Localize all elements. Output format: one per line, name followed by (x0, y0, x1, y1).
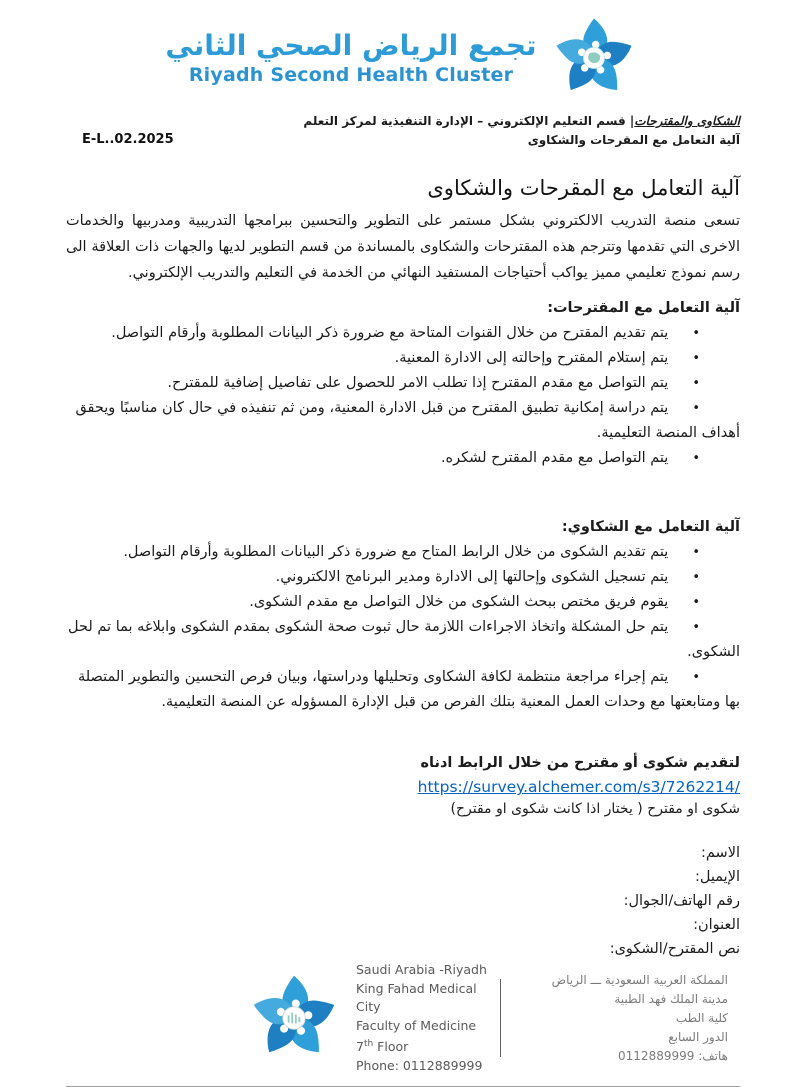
suggestions-heading: آلية التعامل مع المقترحات: (547, 300, 740, 317)
footer-ar-line: كلية الطب (675, 1010, 728, 1025)
list-item: • يتم تسجيل الشكوى وإحالتها إلى الادارة ومدير البرنامج الالكتروني. (66, 565, 740, 590)
footer-address-en (356, 961, 498, 1075)
footer-ar-phone: هاتف: 0112889999 (618, 1048, 728, 1063)
org-name-block (165, 30, 536, 86)
document-body (66, 150, 740, 961)
submit-note: شكوى او مقترح ( يختار اذا كانت شكوى او مقترح) (450, 801, 740, 818)
suggestions-list (66, 321, 740, 471)
list-item: • يتم إستلام المقترح وإحالته إلى الادارة المعنية. (66, 346, 740, 371)
document-meta (66, 112, 740, 150)
form-label-email: الإيميل: (695, 869, 740, 886)
survey-link[interactable]: https://survey.alchemer.com/s3/7262214/ (417, 778, 740, 797)
footer-ar-line: مدينة الملك فهد الطبية (614, 991, 728, 1006)
form-fields (66, 841, 740, 961)
list-item: • يتم إجراء مراجعة منتظمة لكافة الشكاوى وتحليلها ودراستها، وبيان فرص التحسين والتطوير المتصلة بها ومتابعتها مع وحدات العمل المعنية بتلك الفرص من قبل الإدارة المسؤوله عن المنصة التعليمية. (66, 665, 740, 715)
doc-code: E-L..02.2025 (82, 131, 174, 147)
footer-ar-line: الدور السابع (668, 1029, 728, 1044)
complaints-list (66, 540, 740, 715)
footer-en-line: Faculty of Medicine (356, 1017, 477, 1033)
submit-heading: لتقديم شكوى أو مقترح من خلال الرابط ادناه (420, 755, 740, 772)
meta-department-rest: | قسم التعليم الإلكتروني – الإدارة التنفيذية لمركز التعلم (303, 114, 635, 128)
form-label-text: نص المقترح/الشكوى: (609, 941, 740, 958)
list-item: • يتم تقديم المقترح من خلال القنوات المتاحة مع ضرورة ذكر البيانات المطلوبة وأرقام التواصل. (66, 321, 740, 346)
letterhead (66, 16, 740, 100)
list-item: • يتم تقديم الشكوى من خلال الرابط المتاح مع ضرورة ذكر البيانات المطلوبة وأرقام التواصل. (66, 540, 740, 565)
list-item: • يتم التواصل مع مقدم المقترح إذا تطلب الامر للحصول على تفاصيل إضافية للمقترح. (66, 371, 740, 396)
footer-ar-line: المملكة العربية السعودية ـــ الرياض (551, 972, 728, 987)
meta-doc-subject: آلية التعامل مع المقرحات والشكاوى (527, 133, 740, 148)
meta-department-underlined: الشكاوى والمقترحات (634, 114, 740, 128)
footer-address-ar (501, 971, 740, 1066)
footer-logo-icon (246, 973, 342, 1063)
footer-en-floor-line (356, 1035, 498, 1057)
list-item: • يتم التواصل مع مقدم المقترح لشكره. (66, 446, 740, 471)
list-item: • يتم حل المشكلة واتخاذ الاجراءات اللازمة حال ثبوت صحة الشكوى بمقدم الشكوى وابلاغه بما تم لحل الشكوى. (66, 615, 740, 665)
page-title: آلية التعامل مع المقرحات والشكاوى (427, 176, 740, 201)
form-label-phone: رقم الهاتف/الجوال: (623, 893, 740, 910)
floor-ordinal: th (363, 1039, 374, 1050)
list-item: • يتم دراسة إمكانية تطبيق المقترح من قبل الادارة المعنية، ومن ثم تنفيذه في حال كان مناسبًا ويحقق أهداف المنصة التعليمية. (66, 396, 740, 446)
footer-en-line: Saudi Arabia -Riyadh (356, 962, 487, 978)
form-label-name: الاسم: (701, 845, 740, 862)
footer-en-phone: Phone: 0112889999 (356, 1058, 483, 1074)
intro-paragraph: تسعى منصة التدريب الالكتروني بشكل مستمر على التطوير والتحسين ببرامجها التدريبية ومدربيها والخدمات الاخرى التي تقدمها وتترجم هذه المقترحات والشكاوى بالمساندة من قسم التطوير لديها والجهات ذات العلاقة الى رسم نموذج تعليمي مميز يواكب أحتياجات المستفيد النهائي من الخدمة في التعليم والتدريب الإلكتروني. (66, 213, 740, 282)
form-label-address: العنوان: (693, 917, 740, 934)
floor-number: 7 (356, 1039, 364, 1055)
list-item: • يقوم فريق مختص ببحث الشكوى من خلال التواصل مع مقدم الشكوى. (66, 590, 740, 615)
page-footer (66, 961, 740, 1086)
complaints-heading: آلية التعامل مع الشكاوي: (561, 519, 740, 536)
floor-word: Floor (373, 1039, 409, 1055)
org-name-english: Riyadh Second Health Cluster (188, 64, 514, 87)
meta-department-line (66, 112, 740, 131)
org-name-arabic: تجمع الرياض الصحي الثاني (165, 28, 537, 62)
cluster-logo-icon (547, 16, 641, 100)
footer-en-line: King Fahad Medical City (356, 980, 477, 1015)
